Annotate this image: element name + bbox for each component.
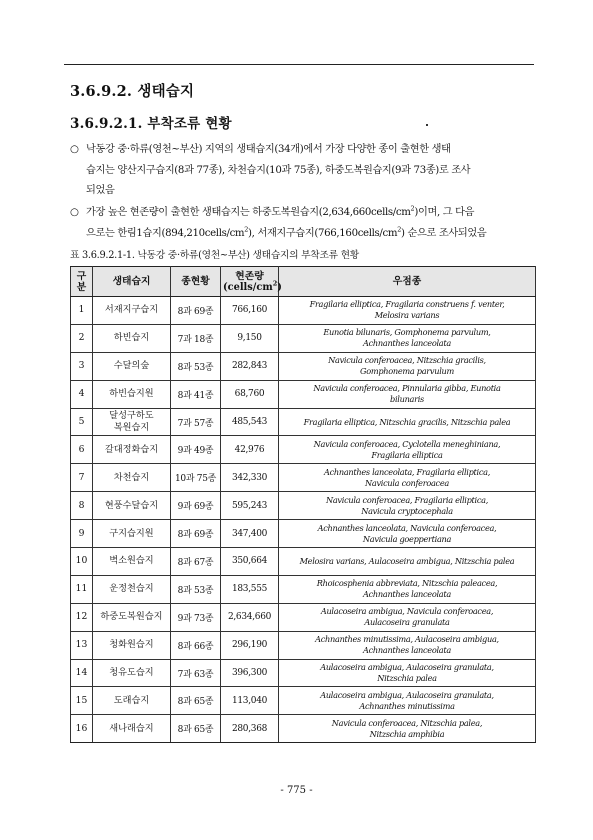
paragraph-line — [70, 203, 535, 224]
cell-dominant — [279, 520, 536, 548]
cell-no: 7 — [71, 464, 93, 492]
header-rule — [64, 64, 534, 65]
table-row — [71, 352, 536, 380]
cell-dominant — [279, 603, 536, 631]
cell-species: 7과 63종 — [171, 659, 221, 687]
table-row — [71, 659, 536, 687]
table-row — [71, 631, 536, 659]
header-standing-line2: (cells/cm — [223, 281, 273, 293]
paragraph-line: 습지는 양산지구습지(8과 77종), 차천습지(10과 75종), 하중도복원습지(9과 73종)로 조사 — [86, 164, 471, 176]
cell-standing-crop: 282,843 — [221, 352, 279, 380]
cell-no: 9 — [71, 520, 93, 548]
superscript: 2 — [397, 225, 401, 234]
cell-species: 10과 75종 — [171, 464, 221, 492]
cell-species: 8과 65종 — [171, 687, 221, 715]
cell-standing-crop: 113,040 — [221, 687, 279, 715]
dominant-line: Navicula goeppertiana — [362, 533, 452, 544]
cell-species: 7과 18종 — [171, 324, 221, 352]
table-row — [71, 436, 536, 464]
dominant-line: Eunotia bilunaris, Gomphonema parvulum, — [323, 327, 491, 338]
cell-no: 6 — [71, 436, 93, 464]
text-fragment: ) 순으로 조사되었음 — [400, 227, 487, 239]
table-header-row — [71, 267, 536, 297]
paragraph-line: 낙동강 중·하류(영천~부산) 지역의 생태습지(34개)에서 가장 다양한 종이 출현한 생태 — [86, 144, 451, 155]
text-fragment: 가장 높은 현존량이 출현한 생태습지는 하중도복원습지(2,634,660cells/cm — [86, 207, 411, 218]
dominant-line: Achnanthes minutissima — [359, 700, 455, 711]
cell-species: 9과 49종 — [171, 436, 221, 464]
cell-standing-crop: 342,330 — [221, 464, 279, 492]
cell-no: 10 — [71, 548, 93, 576]
paragraph-standing-crop — [70, 203, 535, 244]
cell-standing-crop: 766,160 — [221, 297, 279, 325]
superscript: 2 — [410, 204, 415, 213]
cell-wetland: 구지습지원 — [93, 520, 171, 548]
dominant-line: Fragilaria elliptica, Fragilaria construens f. venter, — [309, 299, 505, 310]
cell-dominant — [279, 575, 536, 603]
dominant-line: Navicula conferoacea — [365, 477, 449, 488]
table-row — [71, 297, 536, 325]
cell-species: 8과 69종 — [171, 520, 221, 548]
cell-dominant — [279, 464, 536, 492]
cell-dominant — [279, 548, 536, 576]
cell-no: 12 — [71, 603, 93, 631]
table-row — [71, 715, 536, 743]
cell-standing-crop: 347,400 — [221, 520, 279, 548]
periphyton-table — [70, 266, 536, 743]
cell-standing-crop: 183,555 — [221, 575, 279, 603]
header-dominant: 우점종 — [279, 267, 536, 297]
dominant-line: Navicula conferoacea, Cyclotella meneghiniana, — [313, 438, 501, 449]
table-row — [71, 324, 536, 352]
dominant-line: Achnanthes lanceolata, Fragilaria elliptica, — [324, 466, 490, 477]
superscript: 2 — [244, 225, 249, 234]
section-title: 3.6.9.2. 생태습지 — [70, 83, 195, 100]
dominant-line: Navicula conferoacea, Nitzschia palea, — [331, 717, 483, 728]
cell-species: 8과 53종 — [171, 575, 221, 603]
cell-dominant — [279, 380, 536, 408]
table-row — [71, 603, 536, 631]
table-row — [71, 492, 536, 520]
subsection-title: 3.6.9.2.1. 부착조류 현황 — [70, 116, 232, 132]
cell-species: 8과 41종 — [171, 380, 221, 408]
cell-no: 13 — [71, 631, 93, 659]
cell-no: 2 — [71, 324, 93, 352]
header-standing-close: ) — [277, 281, 282, 293]
header-standing-line1: 현존량 — [235, 270, 264, 282]
cell-no: 11 — [71, 575, 93, 603]
cell-dominant — [279, 436, 536, 464]
bullet-marker: ○ — [70, 207, 79, 218]
cell-standing-crop: 68,760 — [221, 380, 279, 408]
dominant-line: Aulacoseira ambigua, Navicula conferoacea, — [320, 606, 494, 617]
dominant-line: Aulacoseira ambigua, Aulacoseira granulata, — [320, 689, 494, 700]
cell-species: 9과 73종 — [171, 603, 221, 631]
cell-wetland: 현풍수달습지 — [93, 492, 171, 520]
dominant-line: Aulacoseira granulata — [364, 617, 450, 628]
cell-no: 8 — [71, 492, 93, 520]
cell-standing-crop: 350,664 — [221, 548, 279, 576]
table-body — [71, 297, 536, 743]
dominant-line: Melosira varians, Aulacoseira ambigua, Nitzschia palea — [299, 555, 515, 566]
table-row — [71, 548, 536, 576]
table-row — [71, 687, 536, 715]
header-no: 구 분 — [71, 267, 93, 297]
cell-dominant — [279, 631, 536, 659]
cell-species: 8과 65종 — [171, 715, 221, 743]
bullet-marker: ○ — [70, 144, 79, 155]
cell-dominant — [279, 324, 536, 352]
dominant-line: Achnanthes lanceolata — [363, 645, 451, 656]
text-fragment: 으로는 한림1습지(894,210cells/cm — [86, 227, 245, 239]
header-wetland: 생태습지 — [93, 267, 171, 297]
cell-standing-crop: 2,634,660 — [221, 603, 279, 631]
cell-dominant — [279, 352, 536, 380]
dominant-line: Navicula conferoacea, Fragilaria elliptica, — [325, 494, 489, 505]
cell-standing-crop: 9,150 — [221, 324, 279, 352]
table-caption: 표 3.6.9.2.1-1. 낙동강 중·하류(영천~부산) 생태습지의 부착조류 현황 — [70, 250, 359, 261]
superscript: 2 — [272, 279, 278, 288]
cell-dominant — [279, 492, 536, 520]
cell-wetland: 갈대정화습지 — [93, 436, 171, 464]
table-row — [71, 464, 536, 492]
cell-no: 4 — [71, 380, 93, 408]
dominant-line: Fragilaria elliptica, Nitzschia gracilis, Nitzschia palea — [303, 416, 511, 427]
cell-wetland: 운정천습지 — [93, 575, 171, 603]
cell-standing-crop: 595,243 — [221, 492, 279, 520]
cell-no: 14 — [71, 659, 93, 687]
cell-species: 8과 66종 — [171, 631, 221, 659]
paragraph-line — [70, 224, 535, 245]
cell-wetland: 하빈습지 — [93, 324, 171, 352]
cell-species: 8과 53종 — [171, 352, 221, 380]
text-fragment: )이며, 그 다음 — [414, 207, 475, 218]
cell-wetland: 청화원습지 — [93, 631, 171, 659]
cell-standing-crop: 280,368 — [221, 715, 279, 743]
dominant-line: Gomphonema parvulum — [360, 366, 454, 377]
cell-wetland: 벽소원습지 — [93, 548, 171, 576]
cell-no: 3 — [71, 352, 93, 380]
cell-no: 16 — [71, 715, 93, 743]
dominant-line: Achnanthes lanceolata — [363, 338, 451, 349]
cell-standing-crop: 296,190 — [221, 631, 279, 659]
cell-no: 5 — [71, 408, 93, 436]
header-standing-crop — [221, 267, 282, 297]
cell-wetland: 차천습지 — [93, 464, 171, 492]
cell-species: 7과 57종 — [171, 408, 221, 436]
dominant-line: Achnanthes lanceolata, Navicula conferoacea, — [317, 522, 497, 533]
dominant-line: Navicula conferoacea, Pinnularia gibba, Eunotia — [313, 383, 501, 394]
cell-standing-crop: 42,976 — [221, 436, 279, 464]
dominant-line: Achnanthes lanceolata — [363, 589, 451, 600]
dominant-line: Melosira varians — [374, 310, 440, 321]
cell-dominant — [279, 659, 536, 687]
dominant-line: Rhoicosphenia abbreviata, Nitzschia paleacea, — [316, 578, 498, 589]
cell-standing-crop: 396,300 — [221, 659, 279, 687]
table-row — [71, 380, 536, 408]
cell-species: 8과 67종 — [171, 548, 221, 576]
cell-dominant — [279, 297, 536, 325]
cell-wetland: 달성구하도 복원습지 — [93, 408, 171, 436]
cell-dominant — [279, 687, 536, 715]
page-number: - 775 - — [280, 785, 313, 796]
cell-standing-crop: 485,543 — [221, 408, 279, 436]
cell-no: 1 — [71, 297, 93, 325]
cell-no: 15 — [71, 687, 93, 715]
dominant-line: Nitzschia palea — [377, 673, 437, 684]
cell-wetland: 서재지구습지 — [93, 297, 171, 325]
dominant-line: Navicula conferoacea, Nitzschia gracilis, — [328, 355, 486, 366]
cell-wetland: 하빈습지원 — [93, 380, 171, 408]
cell-wetland: 새나래습지 — [93, 715, 171, 743]
table-row — [71, 575, 536, 603]
dominant-line: bilunaris — [390, 394, 424, 405]
cell-dominant — [279, 715, 536, 743]
cell-dominant — [279, 408, 536, 436]
cell-wetland: 도래습지 — [93, 687, 171, 715]
table-row — [71, 408, 536, 436]
dominant-line: Fragilaria elliptica — [371, 449, 443, 460]
paragraph-species-diversity — [70, 140, 535, 202]
paragraph-line: 되었음 — [86, 185, 115, 196]
cell-wetland: 하중도복원습지 — [93, 603, 171, 631]
header-species: 종현황 — [171, 267, 221, 297]
dominant-line: Aulacoseira ambigua, Aulacoseira granulata, — [320, 662, 494, 673]
dominant-line: Navicula cryptocephala — [361, 505, 453, 516]
cell-species: 8과 69종 — [171, 297, 221, 325]
table-row — [71, 520, 536, 548]
dominant-line: Nitzschia amphibia — [369, 728, 445, 739]
dominant-line: Achnanthes minutissima, Aulacoseira ambigua, — [315, 634, 499, 645]
cell-wetland: 청유도습지 — [93, 659, 171, 687]
stray-dot — [426, 124, 428, 126]
cell-wetland: 수달의숲 — [93, 352, 171, 380]
cell-species: 9과 69종 — [171, 492, 221, 520]
text-fragment: ), 서재지구습지(766,160cells/cm — [248, 227, 398, 239]
